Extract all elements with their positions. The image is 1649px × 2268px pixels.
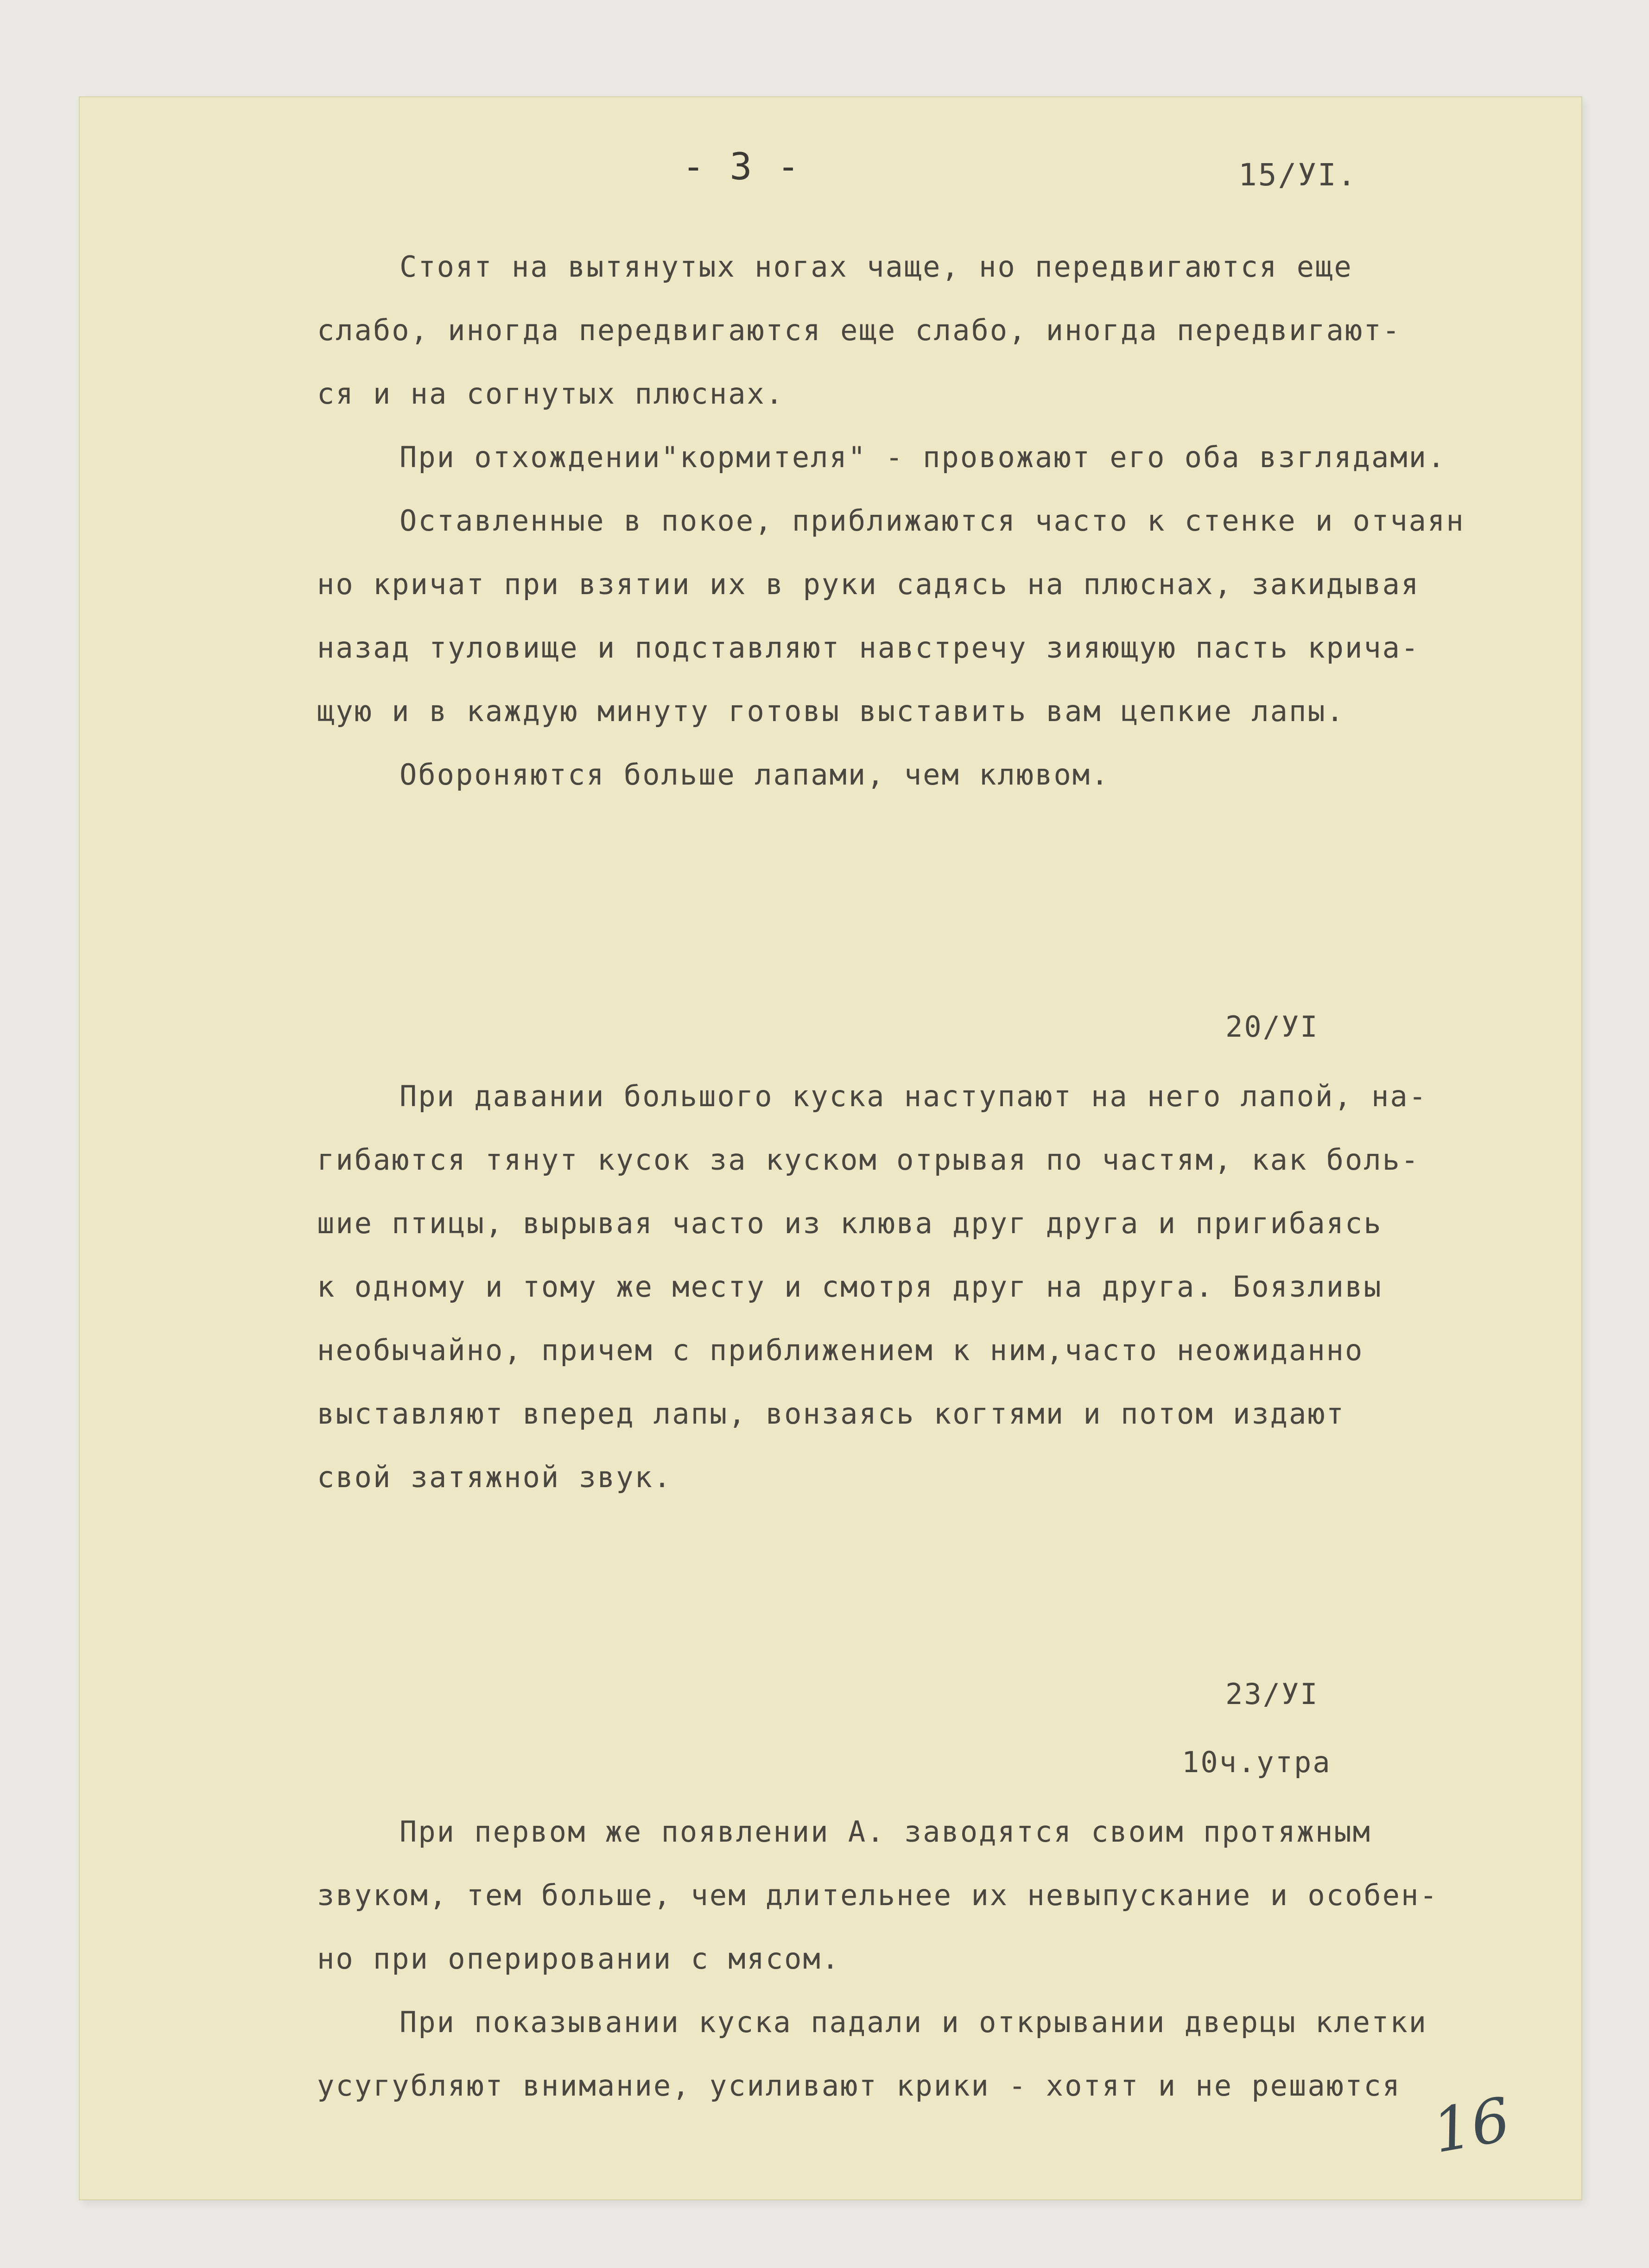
section-time: 10ч.утра xyxy=(1182,1745,1332,1779)
text-line: При показывании куска падали и открывании дверцы клетки xyxy=(400,2005,1427,2039)
text-line: но при оперировании с мясом. xyxy=(317,1942,841,1976)
header-date: 15/УI. xyxy=(1238,157,1357,193)
text-line: ся и на согнутых плюснах. xyxy=(317,377,785,411)
text-line: слабо, иногда передвигаются еще слабо, иногда передвигают- xyxy=(317,313,1401,347)
text-line: Стоят на вытянутых ногах чаще, но передвигаются еще xyxy=(400,250,1353,284)
text-line: шие птицы, вырывая часто из клюва друг друга и пригибаясь xyxy=(317,1206,1383,1240)
text-line: щую и в каждую минуту готовы выставить вам цепкие лапы. xyxy=(317,694,1345,728)
text-line: свой затяжной звук. xyxy=(317,1460,672,1494)
text-line: необычайно, причем с приближением к ним,часто неожиданно xyxy=(317,1333,1364,1367)
text-line: звуком, тем больше, чем длительнее их невыпускание и особен- xyxy=(317,1878,1439,1912)
text-line: усугубляют внимание, усиливают крики - хотят и не решаются xyxy=(317,2069,1401,2103)
text-line: к одному и тому же месту и смотря друг на друга. Боязливы xyxy=(317,1270,1383,1304)
section-date: 20/УI xyxy=(1225,1010,1319,1044)
text-line: При первом же появлении А. заводятся своим протяжным xyxy=(400,1815,1372,1849)
document-page xyxy=(80,97,1581,2199)
text-line: назад туловище и подставляют навстречу зияющую пасть крича- xyxy=(317,631,1420,665)
text-line: Оставленные в покое, приближаются часто к стенке и отчаян xyxy=(400,504,1465,538)
page-number: - 3 - xyxy=(682,145,801,188)
section-date: 23/УI xyxy=(1225,1677,1319,1711)
text-line: Обороняются больше лапами, чем клювом. xyxy=(400,758,1110,792)
text-line: При давании большого куска наступают на него лапой, на- xyxy=(400,1079,1427,1113)
text-line: но кричат при взятии их в руки садясь на плюснах, закидывая xyxy=(317,567,1420,601)
archive-page-number: 16 xyxy=(1427,2084,1516,2167)
text-line: гибаются тянут кусок за куском отрывая по частям, как боль- xyxy=(317,1143,1420,1177)
text-line: выставляют вперед лапы, вонзаясь когтями и потом издают xyxy=(317,1397,1345,1431)
text-line: При отхождении"кормителя" - провожают его оба взглядами. xyxy=(400,440,1446,474)
